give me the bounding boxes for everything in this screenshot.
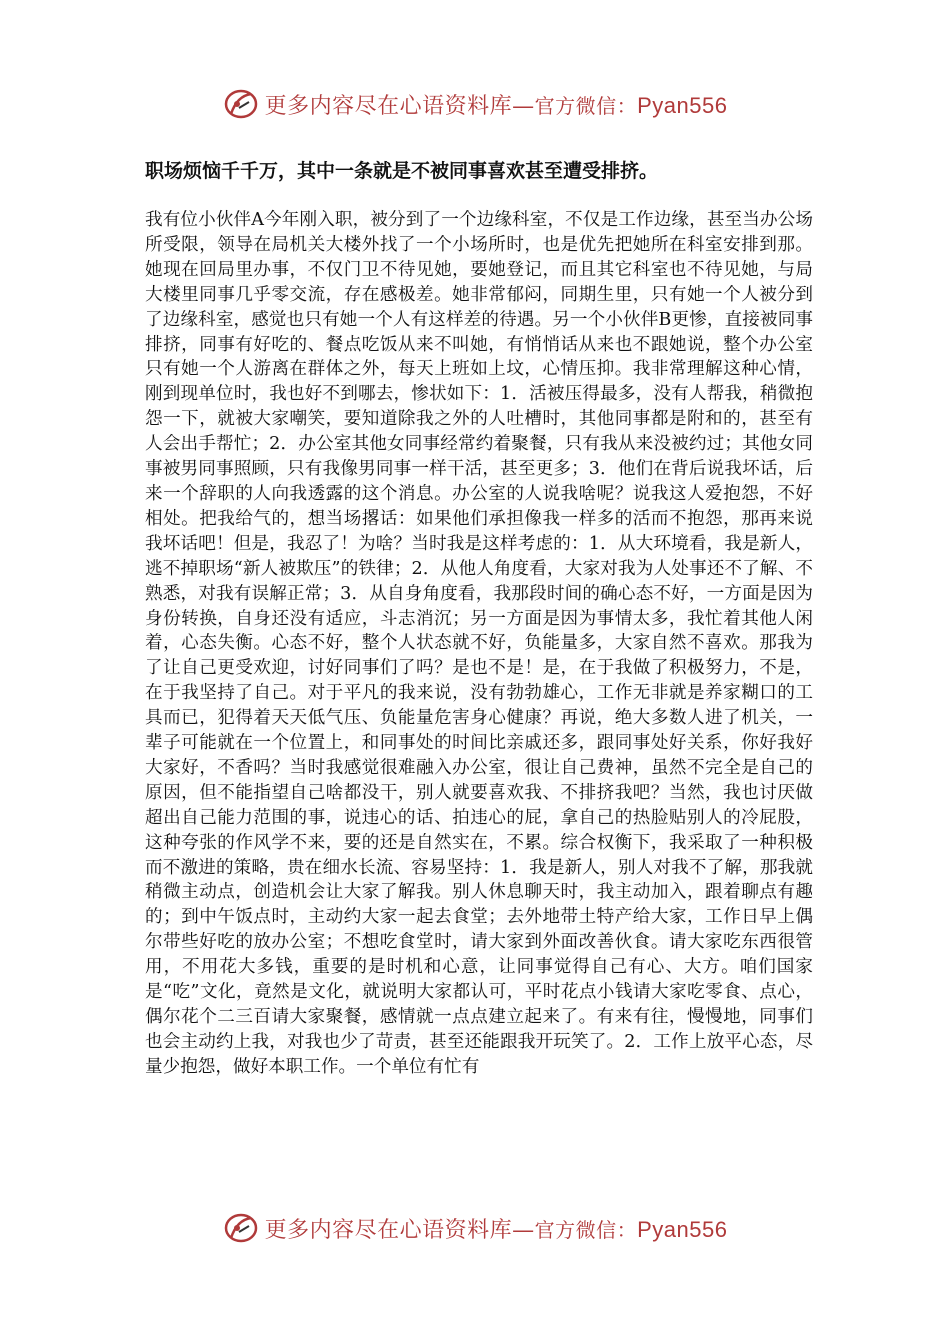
footer-banner: [0, 1206, 950, 1250]
banner-label: 官方微信：: [534, 93, 638, 118]
banner-account: Pyan556: [637, 1216, 728, 1242]
wechat-logo-icon: [223, 86, 259, 122]
header-banner: [0, 82, 950, 126]
article-headline: 职场烦恼千千万，其中一条就是不被同事喜欢甚至遭受排挤。: [145, 160, 659, 182]
banner-dash: —: [512, 1217, 535, 1243]
banner-site-text: 更多内容尽在心语资料库: [264, 93, 513, 119]
banner-text: [265, 89, 728, 120]
banner-label: 官方微信：: [534, 1217, 638, 1242]
wechat-logo-icon: [223, 1210, 259, 1246]
banner-dash: —: [512, 93, 535, 119]
article-body: [145, 208, 813, 1080]
banner-text: [265, 1213, 728, 1244]
body-paragraph: 我有位小伙伴A今年刚入职，被分到了一个边缘科室，不仅是工作边缘，甚至当办公场所受限，领导在局机关大楼外找了一个小场所时，也是优先把她所在科室安排到那。她现在回局里办事，不仅门卫不待见她，要她登记，而且其它科室也不待见她，与局大楼里同事几乎零交流，存在感极差。她非常郁闷，同期生里，只有她一个人被分到了边缘科室，感觉也只有她一个人有这样差的待遇。另一个小伙伴B更惨，直接被同事排挤，同事有好吃的、餐点吃饭从来不叫她，有悄悄话从来也不跟她说，整个办公室只有她一个人游离在群体之外，每天上班如上坟，心情压抑。我非常理解这种心情，刚到现单位时，我也好不到哪去，惨状如下：1．活被压得最多，没有人帮我，稍微抱怨一下，就被大家嘲笑，要知道除我之外的人吐槽时，其他同事都是附和的，甚至有人会出手帮忙；2．办公室其他女同事经常约着聚餐，只有我从来没被约过；其他女同事被男同事照顾，只有我像男同事一样干活，甚至更多；3．他们在背后说我坏话，后来一个辞职的人向我透露的这个消息。办公室的人说我啥呢？说我这人爱抱怨，不好相处。把我给气的，想当场撂话：如果他们承担像我一样多的活而不抱怨，那再来说我坏话吧！但是，我忍了！为啥？当时我是这样考虑的：1．从大环境看，我是新人，逃不掉职场“新人被欺压”的铁律；2．从他人角度看，大家对我为人处事还不了解、不熟悉，对我有误解正常；3．从自身角度看，我那段时间的确心态不好，一方面是因为身份转换，自身还没有适应，斗志消沉；另一方面是因为事情太多，我忙着其他人闲着，心态失衡。心态不好，整个人状态就不好，负能量多，大家自然不喜欢。那我为了让自己更受欢迎，讨好同事们了吗？是也不是！是，在于我做了积极努力，不是，在于我坚持了自己。对于平凡的我来说，没有勃勃雄心，工作无非就是养家糊口的工具而已，犯得着天天低气压、负能量危害身心健康？再说，绝大多数人进了机关，一辈子可能就在一个位置上，和同事处的时间比亲戚还多，跟同事处好关系，你好我好大家好，不香吗？当时我感觉很难融入办公室，很让自己费神，虽然不完全是自己的原因，但不能指望自己啥都没干，别人就要喜欢我、不排挤我吧？当然，我也讨厌做超出自己能力范围的事，说违心的话、拍违心的屁，拿自己的热脸贴别人的冷屁股，这种夸张的作风学不来，要的还是自然实在，不累。综合权衡下，我采取了一种积极而不激进的策略，贵在细水长流、容易坚持：1．我是新人，别人对我不了解，那我就稍微主动点，创造机会让大家了解我。别人休息聊天时，我主动加入，跟着聊点有趣的；到中午饭点时，主动约大家一起去食堂；去外地带土特产给大家，工作日早上偶尔带些好吃的放办公室；不想吃食堂时，请大家到外面改善伙食。请大家吃东西很管用，不用花大多钱，重要的是时机和心意，让同事觉得自己有心、大方。咱们国家是“吃”文化，竟然是文化，就说明大家都认可，平时花点小钱请大家吃零食、点心，偶尔花个二三百请大家聚餐，感情就一点点建立起来了。有来有往，慢慢地，同事们也会主动约上我，对我也少了苛责，甚至还能跟我开玩笑了。2．工作上放平心态，尽量少抱怨，做好本职工作。一个单位有忙有: [145, 210, 813, 1077]
banner-account: Pyan556: [637, 92, 728, 118]
banner-site-text: 更多内容尽在心语资料库: [264, 1217, 513, 1243]
